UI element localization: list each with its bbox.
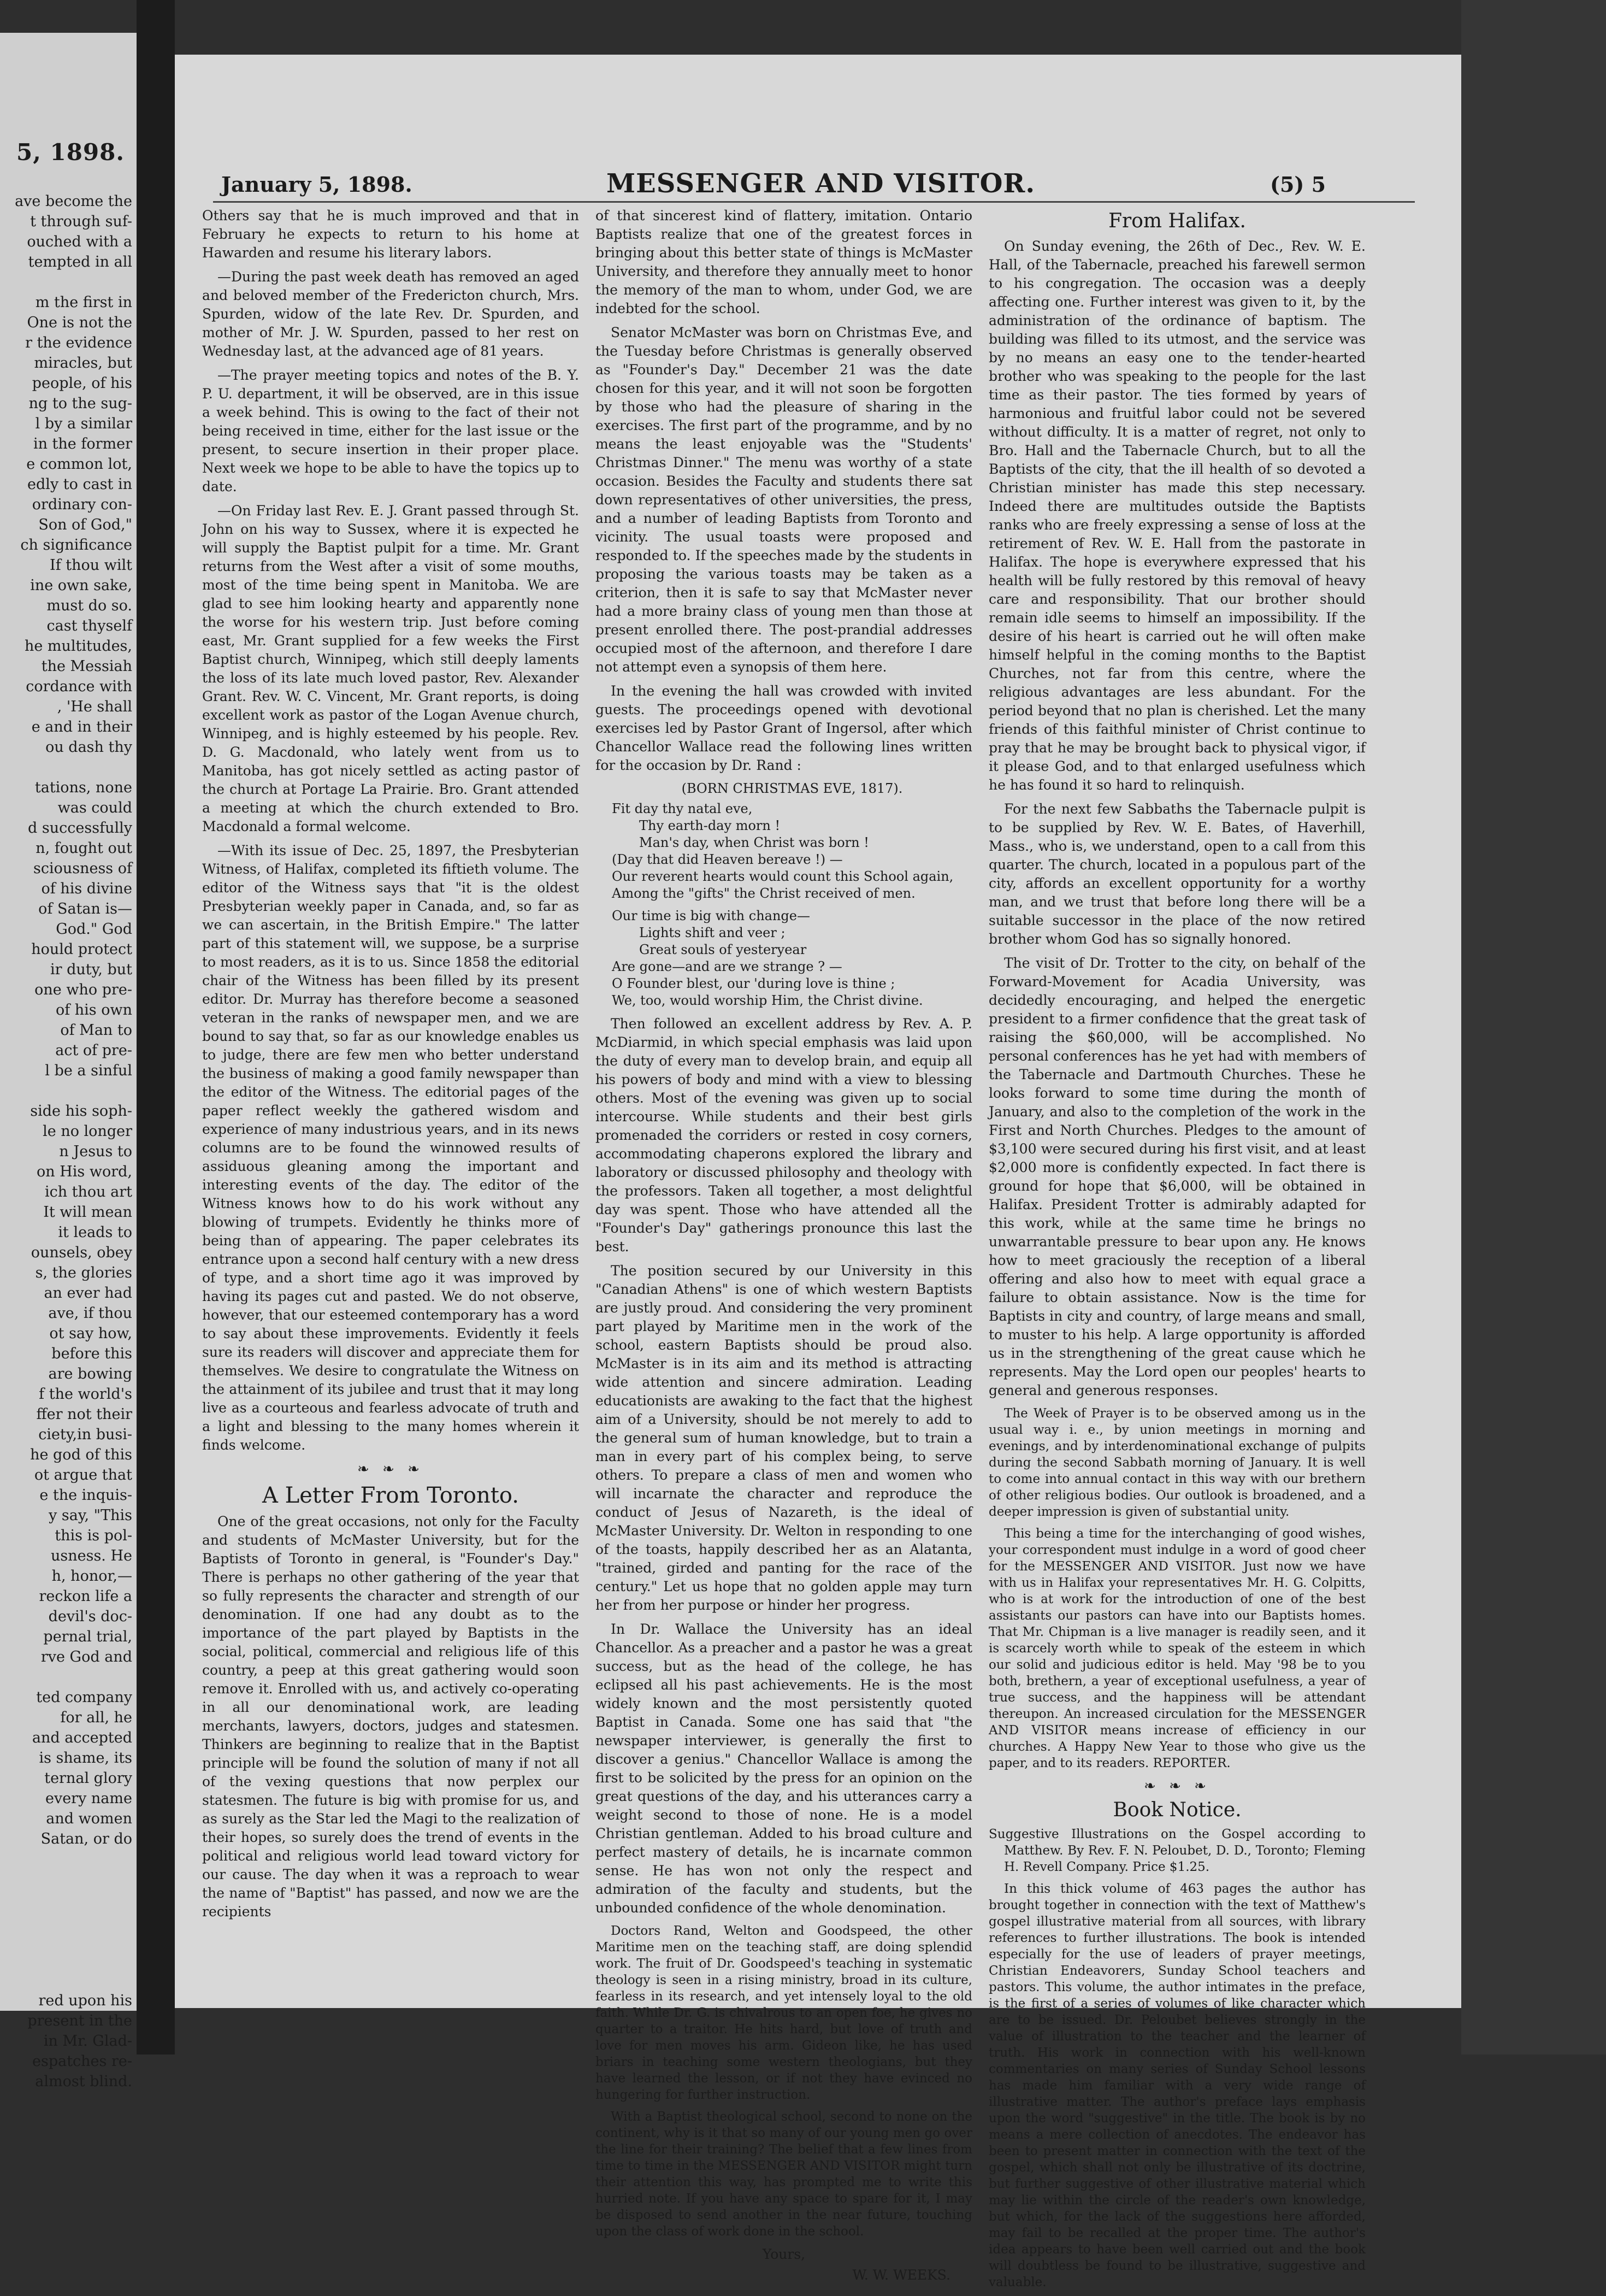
section-ornament: ❧ ❧ ❧ — [357, 1461, 424, 1477]
previous-page-line: red upon his — [38, 1992, 132, 2009]
previous-page-line: is shame, its — [39, 1750, 132, 1767]
paragraph: Others say that he is much improved and that in February he expects to return to his home at Hawarden and resume his literary labors. — [202, 208, 579, 261]
previous-page-line: it leads to — [58, 1224, 132, 1241]
previous-page-line: l be a sinful — [45, 1062, 132, 1079]
page-gutter — [137, 0, 175, 2054]
poem — [595, 780, 972, 1009]
previous-page-line — [2, 1849, 132, 1869]
previous-page-line: Son of God," — [38, 516, 132, 533]
previous-page-line: y say, "This — [49, 1507, 132, 1524]
previous-page-line: e common lot, — [26, 456, 132, 473]
paragraph: —The prayer meeting topics and notes of the B. Y. P. U. department, it will be observed, are in this issue a week behind. This is owing to the fact of their not being received in time, either for the last issue or the present, to secure insertion in their proper place. Next week we hope to be able to have the topics up to date. — [202, 367, 579, 494]
signoff: Yours, — [762, 2246, 806, 2262]
previous-page-line: reckon life a — [39, 1588, 132, 1605]
previous-page-line: rve God and — [40, 1649, 132, 1665]
previous-page-line: h, honor,— — [51, 1568, 132, 1585]
previous-page-line: ted company — [36, 1689, 132, 1706]
section-ornament: ❧ ❧ ❧ — [1144, 1778, 1211, 1794]
previous-page-line: in the former — [33, 435, 132, 452]
previous-page-line: tempted in all — [28, 254, 132, 270]
poem-line: Lights shift and veer ; — [639, 925, 786, 940]
column-2 — [595, 207, 972, 2285]
previous-page-line: an ever had — [44, 1285, 132, 1302]
previous-page-line: tations, none — [34, 779, 132, 796]
previous-page-line — [2, 757, 132, 778]
previous-page-line: t through suf- — [30, 213, 132, 230]
column-1 — [202, 207, 579, 1927]
poem-line: Among the "gifts" the Christ received of men. — [612, 886, 916, 901]
previous-page-line: ot say how, — [49, 1325, 132, 1342]
previous-page-line: ffer not their — [36, 1406, 132, 1423]
book-reference: Suggestive Illustrations on the Gospel according to Matthew. By Rev. F. N. Peloubet, D. D., Toronto; Fleming H. Revell Company. Price $1.25. — [989, 1827, 1366, 1874]
poem-line: Are gone—and are we strange ? — — [612, 959, 842, 974]
poem-line: O Founder blest, our 'during love is thine ; — [612, 976, 895, 991]
previous-page-line: one who pre- — [34, 981, 132, 998]
paragraph: One of the great occasions, not only for the Faculty and students of McMaster University, but for the Baptists of Toronto in general, is "Founder's Day." There is perhaps no other gathering of the year that so fully represents the character and strength of our denomination. If one had any doubt as to the importance of the part played by Baptists in the social, political, commercial and religious life of this country, a peep at this great gathering would soon remove it. Enrolled with us, and actively co-operating in all our denominational work, are leading merchants, lawyers, doctors, judges and statesmen. Thinkers are beginning to realize that in the Baptist principle will be found the solution of many if not all of the vexing questions that now perplex our statesmen. The future is big with promise for us, and as surely as the Star led the Magi to the realization of their hopes, so surely does the trend of events in the political and religious world lead toward victory for our cause. The day when it was a reproach to wear the name of "Baptist" has passed, and now we are the recipients — [202, 1514, 579, 1920]
previous-page-text — [2, 191, 132, 2092]
column-3 — [989, 207, 1366, 2296]
previous-page-line: present in the — [27, 2012, 132, 2029]
previous-page-line: of Man to — [60, 1022, 132, 1039]
previous-page-line: If thou wilt — [50, 557, 132, 574]
poem-line: Our reverent hearts would count this School again, — [612, 869, 954, 884]
previous-page-line: ou dash thy — [45, 739, 132, 756]
previous-page-line: r the evidence — [25, 334, 132, 351]
previous-page-line: on His word, — [37, 1163, 132, 1180]
previous-page-line: side his soph- — [30, 1103, 132, 1120]
previous-page-line: ch significance — [20, 537, 132, 554]
previous-page-line: he god of this — [30, 1446, 132, 1463]
previous-page-line: Satan, or do — [40, 1830, 132, 1847]
previous-page-line: the Messiah — [41, 658, 132, 675]
article-title: From Halifax. — [1108, 210, 1246, 232]
author-signature: W. W. WEEKS. — [852, 2267, 950, 2283]
previous-page-line: f the world's — [39, 1386, 132, 1403]
previous-page-line: are bowing — [48, 1365, 132, 1382]
paragraph: —During the past week death has removed an aged and beloved member of the Fredericton church, Mrs. Spurden, widow of the late Rev. Dr. Spurden, and mother of Mr. J. W. Spurden, passed to her rest on Wednesday last, at the advanced age of 81 years. — [202, 269, 579, 359]
scan-margin — [1461, 0, 1606, 2054]
previous-page-line: this is pol- — [55, 1527, 132, 1544]
previous-page-line: espatches re- — [32, 2053, 132, 2070]
poem-line: (Day that did Heaven bereave !) — — [612, 852, 843, 867]
previous-page-line — [2, 1910, 132, 1930]
previous-page-line: cordance with — [26, 678, 132, 695]
previous-page-line: cast thyself — [46, 617, 132, 634]
article-title: Book Notice. — [1113, 1799, 1242, 1821]
poem-line: Fit day thy natal eve, — [612, 801, 753, 816]
previous-page-line — [2, 272, 132, 292]
poem-line: We, too, would worship Him, the Christ divine. — [612, 993, 923, 1008]
paragraph: The visit of Dr. Trotter to the city, on behalf of the Forward-Movement for Acadia University, was decidedly encouraging, and helped the energetic president to a firmer confidence that the great task of raising the $60,000, will be accomplished. No personal conferences has he yet had with members of the Tabernacle and Dartmouth Churches. These he looks forward to some time during the month of January, and also to the completion of the work in the First and North Churches. Pledges to the amount of $3,100 were secured during his first visit, and at least $2,000 more is confidently expected. In fact there is ground for hope that $6,000, will be obtained in Halifax. President Trotter is admirably adapted for this work, while at the same time he brings no unwarrantable pressure to bear upon any. He knows how to meet graciously the reception of a liberal offering and also how to meet with equal grace a failure to obtain assistance. Now is the time for Baptists in city and country, of large means and small, to muster to his help. A large opportunity is afforded us in the strengthening of the great cause which he represents. May the Lord open our peoples' hearts to general and generous responses. — [989, 955, 1366, 1398]
previous-page-line: before this — [51, 1345, 132, 1362]
previous-page-line — [2, 1081, 132, 1101]
previous-page-line: ng to the sug- — [28, 395, 132, 412]
previous-page-line: devil's doc- — [48, 1608, 132, 1625]
paragraph: —On Friday last Rev. E. J. Grant passed through St. John on his way to Sussex, where it is expected he will supply the Baptist pulpit for a time. Mr. Grant returns from the West after a visit of some mouths, most of the time being spent in Manitoba. We are glad to see him looking hearty and apparently none the worse for his western trip. Just before coming east, Mr. Grant supplied for a few weeks the First Baptist church, Winnipeg, which still deeply laments the loss of its late much loved pastor, Rev. Alexander Grant. Rev. W. C. Vincent, Mr. Grant reports, is doing excellent work as pastor of the Logan Avenue church, Winnipeg, and is highly esteemed by his people. Rev. D. G. Macdonald, who lately went from us to Manitoba, has got nicely settled as acting pastor of the church at Portage La Prairie. Bro. Grant attended a meeting at which the church extended to Bro. Macdonald a formal welcome. — [202, 503, 579, 834]
paragraph: On Sunday evening, the 26th of Dec., Rev. W. E. Hall, of the Tabernacle, preached his farewell sermon to his congregation. The occasion was a deeply affecting one. Further interest was given to it, by the administration of the ordinance of baptism. The building was filled to its utmost, and the service was by no means an easy one to the tender-hearted brother who was speaking to the people for the last time as their pastor. The ties formed by years of harmonious and fruitful labor could not be severed without difficulty. It is a matter of regret, not only to Bro. Hall and the Tabernacle Church, but to all the Baptists of the city, that the ill health of so devoted a Christian minister has made this step necessary. Indeed there are multitudes outside the Baptists ranks who are freely expressing a sense of loss at the retirement of Rev. W. E. Hall from the pastorate in Halifax. The hope is everywhere expressed that his health will be fully restored by this removal of heavy care and responsibility. That our brother should remain idle seems to himself an impossibility. If the desire of his heart is carried out he will often make himself helpful in the coming months to the Baptist Churches, not far from this centre, where the religious advantages are less abundant. For the period beyond that no plan is cherished. Let the many friends of this faithful minister of Christ continue to pray that he may be brought back to physical vigor, if it please God, and to that enlarged usefulness which he has found it so hard to relinquish. — [989, 238, 1366, 793]
previous-page-line: people, of his — [32, 375, 132, 392]
previous-page-line: le no longer — [43, 1123, 132, 1140]
previous-page-line: ouched with a — [27, 233, 132, 250]
previous-page-line: m the first in — [35, 294, 132, 311]
previous-page-line: must do so. — [46, 597, 132, 614]
previous-page-line: One is not the — [27, 314, 132, 331]
poem-line: Great souls of yesteryear — [639, 942, 807, 957]
masthead-title: MESSENGER AND VISITOR. — [606, 168, 1036, 199]
previous-page-line: in Mr. Glad- — [43, 2033, 132, 2050]
previous-page-line: pernal trial, — [43, 1628, 132, 1645]
previous-page-line: of his divine — [41, 880, 132, 897]
paragraph: Senator McMaster was born on Christmas Eve, and the Tuesday before Christmas is generally observed as "Founder's Day." December 21 was the date chosen for this year, and it will not soon be forgotten by those who had the pleasure of sharing in the exercises. The first part of the programme, and by no means the least enjoyable was the "Students' Christmas Dinner." The menu was worthy of a state occasion. Besides the Faculty and students there sat down representatives of other universities, the press, and a number of leading Baptists from Toronto and vicinity. The usual toasts were proposed and responded to. If the speeches made by the students in proposing the various toasts may be taken as a criterion, then it is safe to say that McMaster never had a more brainy class of young men than those at present enrolled there. The post-prandial addresses occupied most of the afternoon, and therefore I dare not attempt even a synopsis of them here. — [595, 325, 972, 675]
previous-page-line: ciety,in busi- — [38, 1426, 132, 1443]
previous-page-line — [2, 1889, 132, 1910]
previous-page-line — [2, 1667, 132, 1687]
previous-page-line: ave become the — [15, 193, 132, 210]
previous-page-line: e and in their — [31, 719, 132, 735]
previous-page-line: miracles, but — [34, 355, 132, 372]
previous-page-line: n Jesus to — [59, 1143, 132, 1160]
paragraph: In the evening the hall was crowded with invited guests. The proceedings opened with devotional exercises led by Pastor Grant of Ingersol, after which Chancellor Wallace read the following lines written for the occasion by Dr. Rand : — [595, 683, 972, 773]
previous-page-line: ine own sake, — [30, 577, 132, 594]
previous-page-line: of Satan is— — [38, 900, 132, 917]
paragraph: With a Baptist theological school, second to none on the continent, why is it that so many of our young men go over the line for their training? The belief that a few lines from time to time in the MESSENGER AND VISITOR might turn their attention this way, has prompted me to write this hurried note. If you have any space to spare for it, I may be disposed to send another in the near future, touching upon the class of work done in the school. — [595, 2110, 972, 2239]
previous-page-line: usness. He — [50, 1547, 132, 1564]
paragraph: In this thick volume of 463 pages the author has brought together in connection with the text of Matthew's gospel illustrative material from all sources, with library references to further illustrations. The book is intended especially for the use of leaders of prayer meetings, Christian Endeavorers, Sunday School teachers and pastors. This volume, the author intimates in the preface, is the first of a series of volumes of like character which are to be issued. Dr. Peloubet believes strongly in the value of illustration to the teacher and the learner of truth. His work in connection with his well-known commentaries on many series of Sunday School lessons has made him familiar with a very wide range of illustrative matter. The author's preface lays emphasis upon the word "suggestive" in the title. The book is by no means a mere collection of anecdotes. The endeavor has been to present matter in connection with the text of the gospel, which shall not only be illustrative of its doctrine, but further suggestive of other illustrative material which may lie within the circle of the reader's own knowledge, but which, for the lack of the suggestions here afforded, may fail to be recalled at the proper time. The author's idea appears to have been well carried out and the book will doubtless be found to be illustrative, suggestive and valuable. — [989, 1882, 1366, 2289]
previous-page-line: ordinary con- — [32, 496, 132, 513]
paragraph: —With its issue of Dec. 25, 1897, the Presbyterian Witness, of Halifax, completed its fiftieth volume. The editor of the Witness says that "it is the oldest Presbyterian weekly paper in Canada, and, so far as we can ascertain, in the British Empire." The latter part of this statement will, we suppose, be a surprise to most readers, as it is to us. Since 1858 the editorial chair of the Witness has been filled by its present editor. Dr. Murray has therefore become a seasoned veteran in the ranks of newspaper men, and we are bound to say that, so far as our knowledge enables us to judge, there are few men who better understand the business of making a good family newspaper than the editor of the Witness. The editorial pages of the paper reflect weekly the gathered wisdom and experience of many industrious years, and in its news columns are to be found the winnowed results of assiduous gleaning among the important and interesting events of the day. The editor of the Witness knows how to do his work without any blowing of trumpets. Evidently he thinks more of being than of appearing. The paper celebrates its entrance upon a second half century with a new dress of type, and a short time ago it was improved by having its pages cut and pasted. We do not observe, however, that our esteemed contemporary has a word to say about these improvements. Evidently it feels sure its readers will discover and appreciate them for themselves. We desire to congratulate the Witness on the attainment of its jubilee and trust that it may long live as a courteous and fearless advocate of truth and a light and blessing to the many homes wherein it finds welcome. — [202, 843, 579, 1453]
previous-page-line: , 'He shall — [57, 698, 132, 715]
previous-page-line: act of pre- — [55, 1042, 132, 1059]
previous-page-line: and accepted — [32, 1729, 132, 1746]
previous-page-line: sciousness of — [33, 860, 132, 877]
previous-page-fragment — [0, 33, 137, 2090]
previous-page-line: ot argue that — [34, 1467, 132, 1483]
paragraph: In Dr. Wallace the University has an ideal Chancellor. As a preacher and a pastor he was a great success, but as the head of the college, he has eclipsed all his past achievements. He is the most widely known and the most persistently quoted Baptist in Canada. Some one has said that "the newspaper interviewer, is generally the first to discover a genius." Chancellor Wallace is among the first to be solicited by the press for an opinion on the great questions of the day, and his utterances carry a weight second to those of none. He is a model Christian gentleman. Added to his broad culture and perfect mastery of details, he is incarnate common sense. He has won not only the respect and admiration of the faculty and students, but the unbounded confidence of the whole denomination. — [595, 1621, 972, 1916]
previous-page-line: hould protect — [31, 941, 132, 958]
paragraph: Then followed an excellent address by Rev. A. P. McDiarmid, in which special emphasis was laid upon the duty of every man to develop brain, and equip all his powers of body and mind with a view to blessing others. Most of the evening was given up to social intercourse. While students and their best girls promenaded the corriders or rested in cosy corners, accommodating chaperons explored the library and laboratory or discussed philosophy and theology with the professors. Taken all together, a most delightful day was spent. Those who have attended all the "Founder's Day" gatherings pronounce this last the best. — [595, 1016, 972, 1255]
previous-page-line: n, fought out — [36, 840, 132, 857]
paragraph: of that sincerest kind of flattery, imitation. Ontario Baptists realize that one of the greatest forces in bringing about this better state of things is McMaster University, and therefore they annually meet to honor the memory of the man to whom, under God, we are indebted for the school. — [595, 208, 972, 316]
previous-page-line: ternal glory — [44, 1770, 132, 1787]
previous-page-line — [2, 1930, 132, 1950]
previous-page-line: edly to cast in — [27, 476, 132, 493]
previous-page-line: was could — [57, 799, 132, 816]
poem-line: Our time is big with change— — [612, 908, 810, 923]
previous-page-line: ave, if thou — [48, 1305, 132, 1322]
previous-page-line: s, the glories — [35, 1264, 132, 1281]
previous-page-line: ounsels, obey — [31, 1244, 132, 1261]
previous-page-line — [2, 1869, 132, 1889]
previous-page-line: It will mean — [43, 1204, 132, 1221]
previous-page-line: almost blind. — [35, 2073, 132, 2090]
previous-page-line: d successfully — [28, 820, 132, 837]
poem-line: Man's day, when Christ was born ! — [639, 835, 869, 850]
previous-page-line: every name — [45, 1790, 132, 1807]
poem-heading: (BORN CHRISTMAS EVE, 1817). — [681, 781, 903, 796]
previous-page-line: of his own — [55, 1002, 132, 1019]
header-date: January 5, 1898. — [221, 172, 412, 197]
previous-page-line: he multitudes, — [24, 638, 132, 655]
paragraph — [989, 1526, 1366, 1771]
paragraph: For the next few Sabbaths the Tabernacle pulpit is to be supplied by Rev. W. E. Bates, of Haverhill, Mass., who is, we understand, open to a call from this quarter. The church, located in a populous part of the city, affords an excellent opportunity for a worthy man, and we trust that before long there will be a suitable successor in the place of the now retired brother whom God has so signally honored. — [989, 801, 1366, 947]
previous-page-line: and women — [46, 1810, 132, 1827]
paragraph-text: This being a time for the interchanging of good wishes, your correspondent must indulge in a word of good cheer for the MESSENGER AND VISITOR. Just now we have with us in Halifax your representatives Mr. H. G. Colpitts, who is at work for the introduction of one of the best assistants our pastors can have into our Baptists homes. That Mr. Chipman is a live manager is readily seen, and it is scarcely worth while to speak of the esteem in which our solid and judicious editor is held. May '98 be to you both, brethern, a year of exceptional usefulness, a year of true success, and the happiness will be attendant thereupon. An increased circulation for the MESSENGER AND VISITOR means increase of efficiency in our churches. A Happy New Year to those who give us the paper, and to its readers. — [989, 1527, 1366, 1770]
paragraph: The position secured by our University in this "Canadian Athens" is one of which western Baptists are justly proud. And considering the very prominent part played by Maritime men in the work of the school, eastern Baptists should be proud also. McMaster is in its aim and its method is attracting wide attention and sincere admiration. Leading educationists are awaking to the fact that the highest aim of a University, should be not merely to add to the general sum of human knowledge, but to train a man in every part of his complex being, to serve others. To prepare a class of men and women who will incarnate the character and reproduce the conduct of Jesus of Nazareth, is the ideal of McMaster University. Dr. Welton in responding to one of the toasts, happily described her as an Alatanta, "trained, girded and panting for the race of the century." Let us hope that no golden apple may turn her from her purpose or hinder her progress. — [595, 1263, 972, 1613]
previous-page-line — [2, 1950, 132, 1970]
newspaper-page — [175, 55, 1461, 2289]
paragraph: The Week of Prayer is to be observed among us in the usual way i. e., by union meetings in morning and evenings, and by interdenominational exchange of pulpits during the second Sabbath morning of January. It is well to come into annual contact in this way with our brethern of other religious bodies. Our outlook is broadened, and a deeper impression is given of substantial unity. — [989, 1406, 1366, 1519]
article-title: A Letter From Toronto. — [262, 1483, 519, 1508]
correspondent-signature: REPORTER. — [1153, 1756, 1231, 1770]
poem-line: Thy earth-day morn ! — [639, 818, 781, 833]
header-rule — [213, 201, 1415, 203]
previous-page-date: 5, 1898. — [16, 139, 125, 166]
page-number: (5) 5 — [1270, 172, 1326, 197]
previous-page-line: God." God — [56, 921, 132, 938]
previous-page-line: e the inquis- — [39, 1487, 132, 1504]
previous-page-line: l by a similar — [35, 415, 132, 432]
paragraph: Doctors Rand, Welton and Goodspeed, the other Maritime men on the teaching staff, are doing splendid work. The fruit of Dr. Goodspeed's teaching in systematic theology is seen in a rising ministry, broad in its culture, fearless in its research, and yet intensely loyal to the old faith. While Dr. G. is chivalrous to an open foe, he gives no quarter to a traitor. He hits hard, but love of truth and love for men moves his arm. Gideon like, he has used briars in teaching some western theologians, but they have learned the lesson, or if not they have evinced no hungering for further instruction. — [595, 1924, 972, 2102]
previous-page-line: ich thou art — [44, 1184, 132, 1200]
previous-page-line: ir duty, but — [50, 961, 132, 978]
previous-page-line: for all, he — [60, 1709, 132, 1726]
previous-page-line — [2, 1970, 132, 1991]
